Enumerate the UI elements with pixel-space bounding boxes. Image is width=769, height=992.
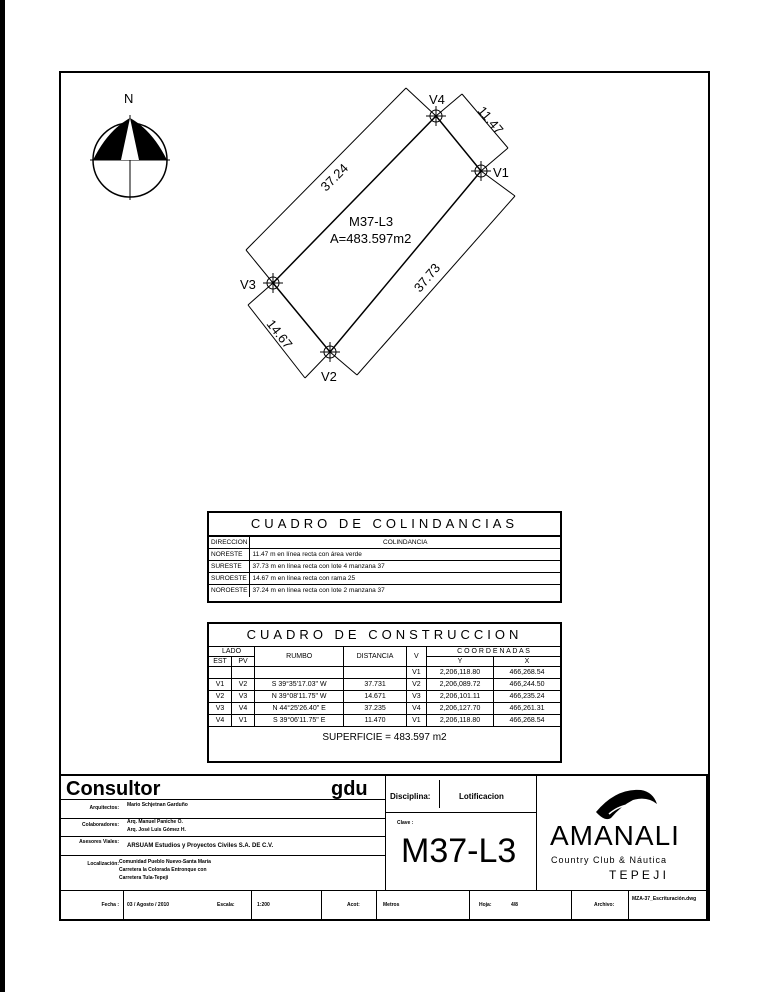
title-block: Consultor gdu Arquitectos: Mario Schjetnan Garduño Colaboradores: Arq. Manuel Paniche O. Arq. José Luis Gómez H. Asesores Viales: ARSUAM Estudios y Proyectos Civiles S.A. DE C.V. Localización: Comunidad Pueblo Nuevo-Santa María Carretera la Colorada Entronque con Carretera Tula-Tepeji Disciplina: Lotificacion Clave : M37-L3 AMANALI Country Club & Náutica T E P E J I Fecha : 03 / Agosto / 2010 Escala: 1:200 Acot: Metros Hoja: 4/8 Archivo: MZA-37_Escrituración.dwg — [61, 774, 708, 919]
table-row: NORESTE 11.47 m en línea recta con área verde — [209, 549, 560, 561]
brand-name: AMANALI — [550, 820, 680, 851]
side-length-noreste: 11.47 — [474, 103, 507, 138]
table-row: SUROESTE 14.67 m en línea recta con rama 25 — [209, 573, 560, 585]
lot-name: M37-L3 — [349, 214, 394, 229]
vertex-label-v2: V2 — [321, 369, 337, 384]
header-colindancia: COLINDANCIA — [250, 537, 560, 549]
north-arrow-icon — [90, 115, 170, 200]
brand-city: T E P E J I — [609, 868, 666, 882]
side-length-noroeste: 37.24 — [317, 160, 352, 195]
brand-sub: Country Club & Náutica — [551, 855, 668, 865]
vertex-label-v1: V1 — [493, 165, 509, 180]
colindancias-table — [207, 511, 562, 603]
gdu-logo: gdu — [331, 778, 368, 800]
consultor-title: Consultor — [66, 778, 161, 800]
table-row: V1 V2 S 39°35'17.03" W 37.731 V2 2,206,089.72 466,244.50 — [209, 679, 560, 691]
vertex-label-v4: V4 — [429, 92, 445, 107]
clave-value: M37-L3 — [401, 832, 517, 870]
amanali-leaf-icon — [591, 784, 661, 824]
side-length-suroeste: 14.67 — [263, 316, 296, 352]
header-direccion: DIRECCION — [209, 537, 250, 549]
table-row: V2 V3 N 39°08'11.75" W 14.671 V3 2,206,101.11 466,235.24 — [209, 691, 560, 703]
side-length-sureste: 37.73 — [410, 260, 444, 295]
construccion-table: CUADRO DE CONSTRUCCION LADO RUMBO DISTANCIA V C O O R D E N A D A S EST PV Y X V1 2,206,118.80 466,268.54 V1 V2 S 39°35'17.03" W 37.731 V2 2,206,089.72 466,244.50 V2 V3 N 39°08'11.75" W 14.671 V3 2,206,101.11 466,235.24 V3 V4 N 44°25'26.40" E 37.235 V4 2,206,127.70 466,261.31 V4 V1 S 39°06'11.75" E 11.470 V1 2,206,118.80 466,268.54 SUPERFICIE = 483.597 m2 — [207, 622, 562, 763]
table-row: V3 V4 N 44°25'26.40" E 37.235 V4 2,206,127.70 466,261.31 — [209, 703, 560, 715]
lot-area: A=483.597m2 — [330, 231, 412, 246]
colindancias-title: CUADRO DE COLINDANCIAS — [209, 513, 560, 536]
table-row: SURESTE 37.73 m en línea recta con lote 4 manzana 37 — [209, 561, 560, 573]
table-row: V4 V1 S 39°06'11.75" E 11.470 V1 2,206,118.80 466,268.54 — [209, 715, 560, 727]
vertex-label-v3: V3 — [240, 277, 256, 292]
construccion-title: CUADRO DE CONSTRUCCION — [246, 627, 523, 642]
superficie-label: SUPERFICIE = 483.597 m2 — [322, 732, 447, 743]
north-label: N — [124, 91, 134, 106]
table-row: NOROESTE 37.24 m en línea recta con lote 2 manzana 37 — [209, 585, 560, 597]
table-row: V1 2,206,118.80 466,268.54 — [209, 667, 560, 679]
